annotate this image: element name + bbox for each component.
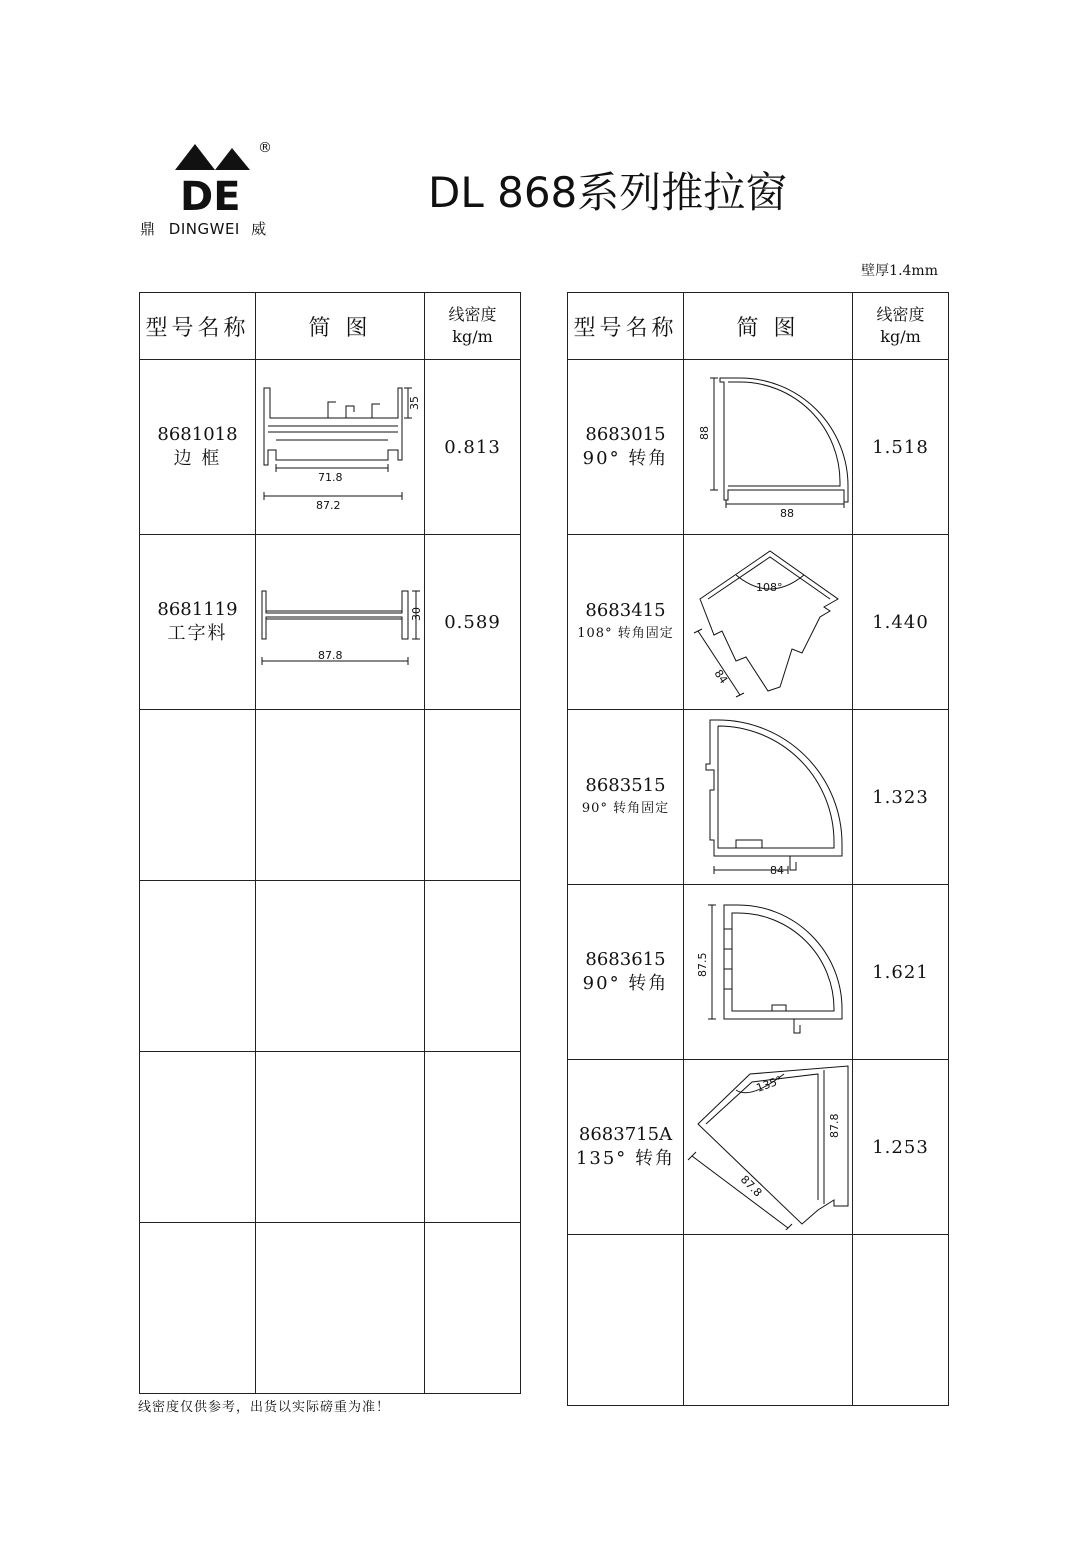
table-row — [140, 710, 521, 881]
registered-mark: ® — [258, 140, 272, 156]
density-cell — [853, 1235, 949, 1406]
density-cell — [425, 1052, 521, 1223]
profile-drawing-cell — [256, 710, 425, 881]
profile-drawing-cell — [256, 360, 425, 535]
profile-drawing-cell — [256, 535, 425, 710]
profile-drawing-cell — [256, 1052, 425, 1223]
header-model: 型号名称 — [140, 293, 256, 360]
svg-text:30: 30 — [410, 607, 423, 621]
model-cell — [140, 1223, 256, 1394]
svg-text:87.8: 87.8 — [318, 649, 343, 662]
model-cell: 8683715A 135° 转角 — [568, 1060, 684, 1235]
model-cell: 8681018 边 框 — [140, 360, 256, 535]
dingwei-logo-mark — [170, 140, 260, 212]
profile-drawing-cell — [684, 360, 853, 535]
density-cell: 1.440 — [853, 535, 949, 710]
profile-8683415-drawing — [684, 535, 852, 705]
profile-8681018-drawing — [256, 360, 424, 530]
right-spec-table — [567, 292, 949, 1406]
left-spec-table — [139, 292, 521, 1394]
model-cell: 8683515 90° 转角固定 — [568, 710, 684, 885]
header-density: 线密度 kg/m — [853, 293, 949, 360]
table-row — [568, 1060, 949, 1235]
svg-text:87.8: 87.8 — [828, 1113, 841, 1138]
header-density: 线密度 kg/m — [425, 293, 521, 360]
density-cell — [425, 710, 521, 881]
svg-text:DE: DE — [180, 174, 241, 212]
svg-text:71.8: 71.8 — [318, 471, 343, 484]
svg-text:35: 35 — [408, 396, 421, 410]
table-header-row — [140, 293, 521, 360]
density-cell: 0.589 — [425, 535, 521, 710]
table-row — [568, 885, 949, 1060]
table-row — [568, 535, 949, 710]
model-cell: 8683015 90° 转角 — [568, 360, 684, 535]
profile-drawing-cell — [684, 535, 853, 710]
density-cell: 1.518 — [853, 360, 949, 535]
table-row — [568, 360, 949, 535]
table-header-row — [568, 293, 949, 360]
profile-8683515-drawing — [684, 710, 852, 880]
table-row — [140, 1223, 521, 1394]
profile-drawing-cell — [684, 1235, 853, 1406]
table-row — [140, 535, 521, 710]
svg-text:84: 84 — [770, 864, 784, 877]
profile-drawing-cell — [684, 710, 853, 885]
density-cell: 1.253 — [853, 1060, 949, 1235]
svg-text:84: 84 — [711, 667, 731, 687]
table-row — [140, 1052, 521, 1223]
svg-text:88: 88 — [780, 507, 794, 520]
table-row — [568, 710, 949, 885]
page-title: DL 868系列推拉窗 — [428, 168, 788, 217]
profile-8683615-drawing — [684, 885, 852, 1055]
footnote: 线密度仅供参考，出货以实际磅重为准！ — [138, 1400, 391, 1415]
svg-text:87.8: 87.8 — [737, 1172, 765, 1200]
svg-text:135°: 135° — [754, 1073, 784, 1095]
svg-text:108°: 108° — [756, 581, 783, 594]
model-cell — [568, 1235, 684, 1406]
table-row — [568, 1235, 949, 1406]
model-cell: 8683415 108° 转角固定 — [568, 535, 684, 710]
density-cell: 0.813 — [425, 360, 521, 535]
brand-logo — [140, 140, 290, 240]
model-cell: 8681119 工字料 — [140, 535, 256, 710]
profile-8681119-drawing — [256, 535, 424, 705]
density-cell — [425, 1223, 521, 1394]
density-cell: 1.621 — [853, 885, 949, 1060]
model-cell — [140, 881, 256, 1052]
density-cell — [425, 881, 521, 1052]
svg-text:87.5: 87.5 — [696, 952, 709, 977]
header-model: 型号名称 — [568, 293, 684, 360]
svg-text:88: 88 — [698, 426, 711, 440]
model-cell — [140, 1052, 256, 1223]
profile-drawing-cell — [256, 881, 425, 1052]
wall-thickness: 壁厚1.4mm — [861, 263, 938, 279]
table-row — [140, 881, 521, 1052]
svg-text:87.2: 87.2 — [316, 499, 341, 512]
header-drawing: 简 图 — [256, 293, 425, 360]
profile-8683015-drawing — [684, 360, 852, 530]
profile-drawing-cell — [684, 1060, 853, 1235]
model-cell — [140, 710, 256, 881]
profile-drawing-cell — [684, 885, 853, 1060]
profile-8683715A-drawing — [684, 1060, 852, 1230]
model-cell: 8683615 90° 转角 — [568, 885, 684, 1060]
table-row — [140, 360, 521, 535]
header-drawing: 简 图 — [684, 293, 853, 360]
profile-drawing-cell — [256, 1223, 425, 1394]
density-cell: 1.323 — [853, 710, 949, 885]
brand-name: 鼎 DINGWEI 威 — [140, 220, 267, 238]
